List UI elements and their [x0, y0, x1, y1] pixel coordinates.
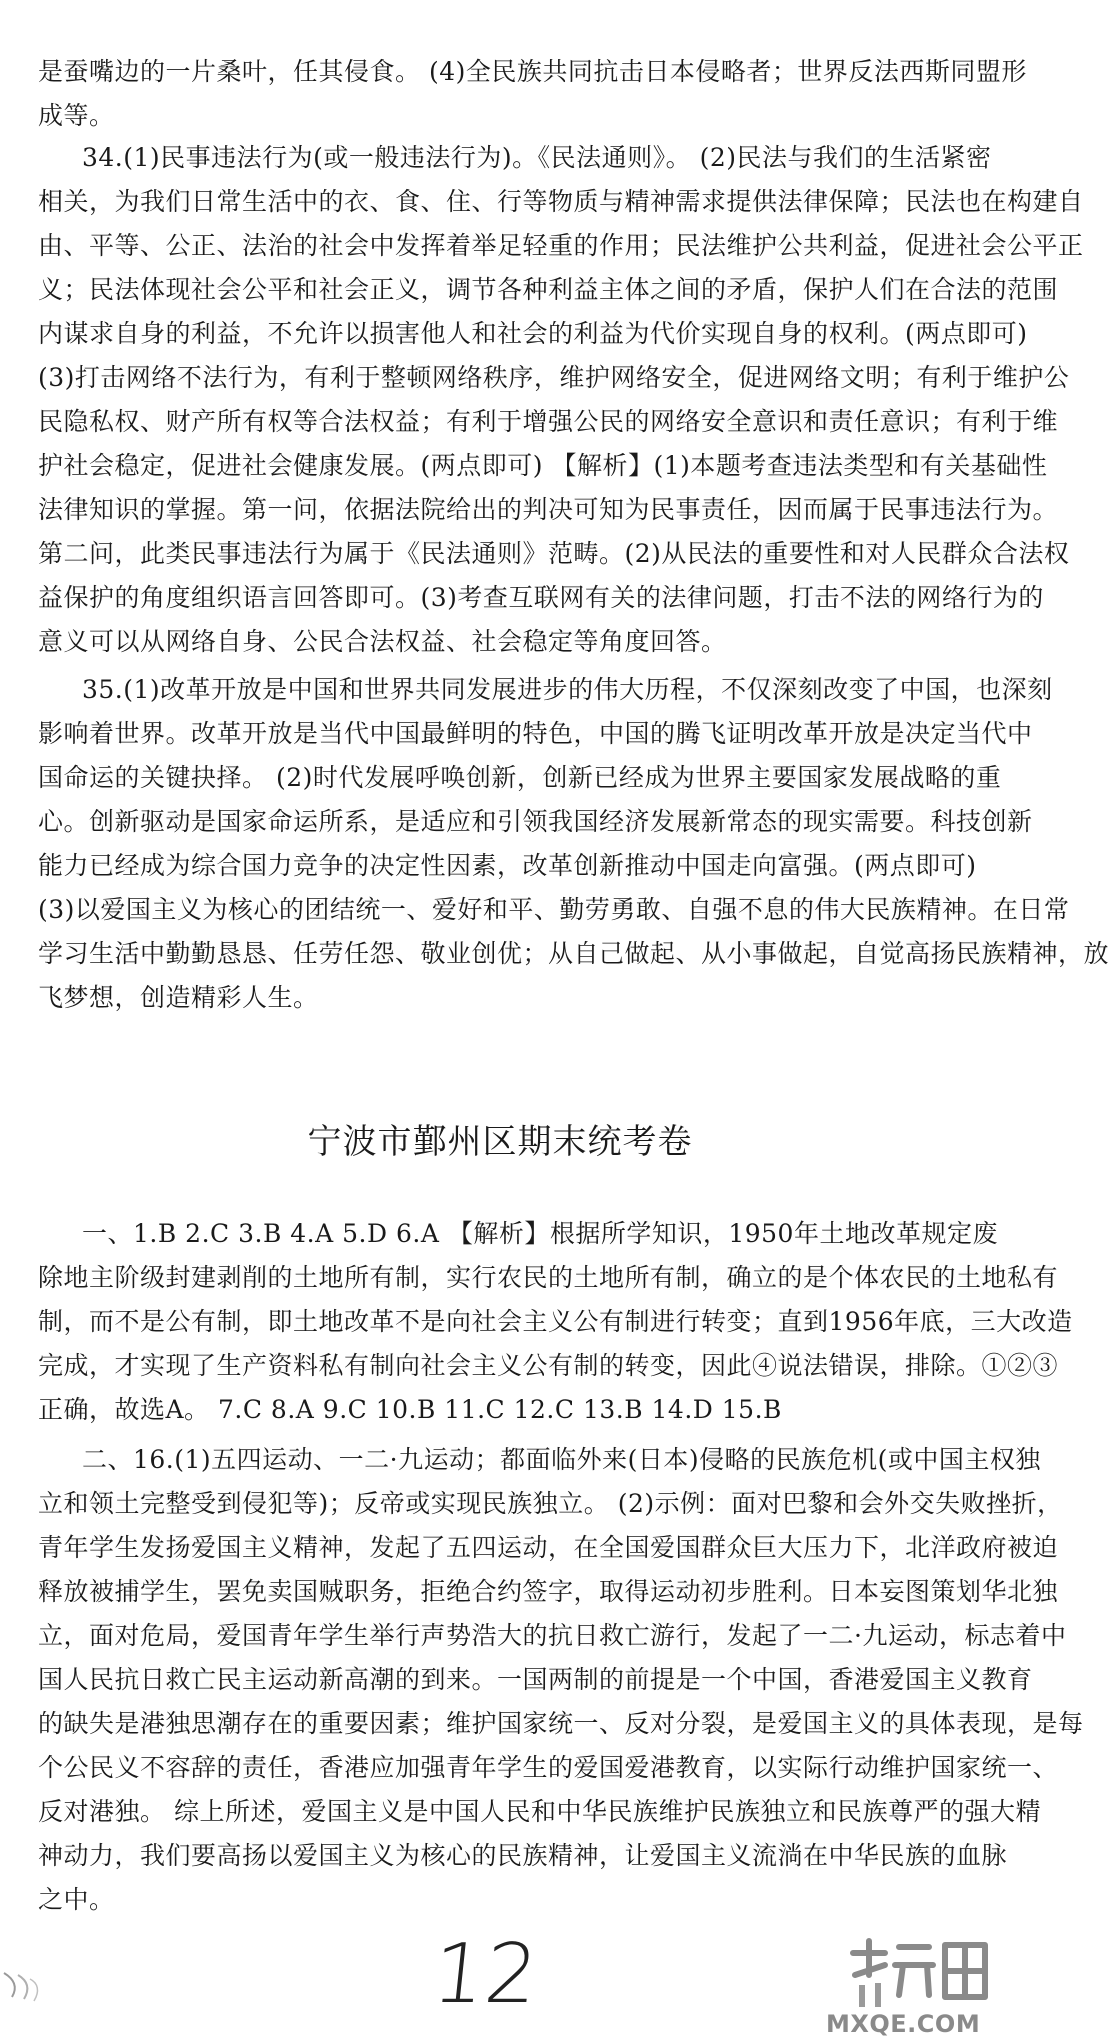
text-line: 反对港独。 综上所述，爱国主义是中国人民和中华民族维护民族独立和民族尊严的强大精	[38, 1797, 1041, 1826]
text-line: 青年学生发扬爱国主义精神，发起了五四运动，在全国爱国群众巨大压力下，北洋政府被迫	[38, 1533, 1059, 1562]
answer-34-start: 34.(1)民事违法行为(或一般违法行为)。《民法通则》。 (2)民法与我们的生活紧密	[82, 143, 992, 172]
text-line: 制，而不是公有制，即土地改革不是向社会主义公有制进行转变；直到1956年底，三大改造	[38, 1307, 1073, 1336]
text-line: 的缺失是港独思潮存在的重要因素；维护国家统一、反对分裂，是爱国主义的具体表现，是每	[38, 1709, 1084, 1738]
text-line: (3)以爱国主义为核心的团结统一、爱好和平、勤劳勇敢、自强不息的伟大民族精神。在日常	[38, 895, 1070, 924]
text-line: 益保护的角度组织语言回答即可。(3)考查互联网有关的法律问题，打击不法的网络行为的	[38, 583, 1044, 612]
answer-16-start: 二、16.(1)五四运动、一二·九运动；都面临外来(日本)侵略的民族危机(或中国主权独	[82, 1445, 1041, 1474]
text-line: 第二问，此类民事违法行为属于《民法通则》范畴。(2)从民法的重要性和对人民群众合法权	[38, 539, 1070, 568]
text-line: 由、平等、公正、法治的社会中发挥着举足轻重的作用；民法维护公共利益，促进社会公平正	[38, 231, 1084, 260]
text-line: 立和领土完整受到侵犯等)；反帝或实现民族独立。 (2)示例：面对巴黎和会外交失败挫折，	[38, 1489, 1063, 1518]
text-line: 内谋求自身的利益，不允许以损害他人和社会的利益为代价实现自身的权利。(两点即可)	[38, 319, 1028, 348]
answer-35-start: 35.(1)改革开放是中国和世界共同发展进步的伟大历程，不仅深刻改变了中国，也深刻	[82, 675, 1053, 704]
text-line: 是蚕嘴边的一片桑叶，任其侵食。 (4)全民族共同抗击日本侵略者；世界反法西斯同盟形	[38, 57, 1027, 86]
section-one-answers: 一、1.B 2.C 3.B 4.A 5.D 6.A 【解析】根据所学知识，1950年土地改革规定废	[82, 1219, 998, 1248]
watermark-text: MXQE.COM	[826, 2010, 981, 2038]
text-line: 相关，为我们日常生活中的衣、食、住、行等物质与精神需求提供法律保障；民法也在构建自	[38, 187, 1084, 216]
text-line: 释放被捕学生，罢免卖国贼职务，拒绝合约签字，取得运动初步胜利。日本妄图策划华北独	[38, 1577, 1059, 1606]
text-line: 学习生活中勤勤恳恳、任劳任怨、敬业创优；从自己做起、从小事做起，自觉高扬民族精神，放	[38, 939, 1109, 968]
text-line: 完成，才实现了生产资料私有制向社会主义公有制的转变，因此④说法错误，排除。①②③	[38, 1351, 1059, 1380]
text-line: 义；民法体现社会公平和社会正义，调节各种利益主体之间的矛盾，保护人们在合法的范围	[38, 275, 1059, 304]
text-line: 国命运的关键抉择。 (2)时代发展呼唤创新，创新已经成为世界主要国家发展战略的重	[38, 763, 1002, 792]
text-line: 立，面对危局，爱国青年学生举行声势浩大的抗日救亡游行，发起了一二·九运动，标志着中	[38, 1621, 1067, 1650]
text-line: 意义可以从网络自身、公民合法权益、社会稳定等角度回答。	[38, 627, 727, 656]
text-line: 心。创新驱动是国家命运所系，是适应和引领我国经济发展新常态的现实需要。科技创新	[38, 807, 1033, 836]
text-line: (3)打击网络不法行为，有利于整顿网络秩序，维护网络安全，促进网络文明；有利于维护公	[38, 363, 1070, 392]
text-line: 除地主阶级封建剥削的土地所有制，实行农民的土地所有制，确立的是个体农民的土地私有	[38, 1263, 1059, 1292]
section-title: 宁波市鄞州区期末统考卷	[307, 1122, 693, 1162]
text-line: 正确，故选A。 7.C 8.A 9.C 10.B 11.C 12.C 13.B 14.D 15.B	[38, 1395, 782, 1424]
text-line: 之中。	[38, 1885, 115, 1914]
text-line: 成等。	[38, 101, 115, 130]
handwritten-page-number: 12	[428, 1927, 543, 2022]
text-line: 护社会稳定，促进社会健康发展。(两点即可) 【解析】(1)本题考查违法类型和有关基础性	[38, 451, 1048, 480]
corner-scribble-mark	[0, 1965, 52, 2005]
text-line: 法律知识的掌握。第一问，依据法院给出的判决可知为民事责任，因而属于民事违法行为。	[38, 495, 1059, 524]
text-line: 神动力，我们要高扬以爱国主义为核心的民族精神，让爱国主义流淌在中华民族的血脉	[38, 1841, 1008, 1870]
text-line: 飞梦想，创造精彩人生。	[38, 983, 319, 1012]
text-line: 国人民抗日救亡民主运动新高潮的到来。一国两制的前提是一个中国，香港爱国主义教育	[38, 1665, 1033, 1694]
text-line: 个公民义不容辞的责任，香港应加强青年学生的爱国爱港教育，以实际行动维护国家统一、	[38, 1753, 1059, 1782]
text-line: 能力已经成为综合国力竞争的决定性因素，改革创新推动中国走向富强。(两点即可)	[38, 851, 977, 880]
text-line: 民隐私权、财产所有权等合法权益；有利于增强公民的网络安全意识和责任意识；有利于维	[38, 407, 1059, 436]
text-line: 影响着世界。改革开放是当代中国最鲜明的特色，中国的腾飞证明改革开放是决定当代中	[38, 719, 1033, 748]
